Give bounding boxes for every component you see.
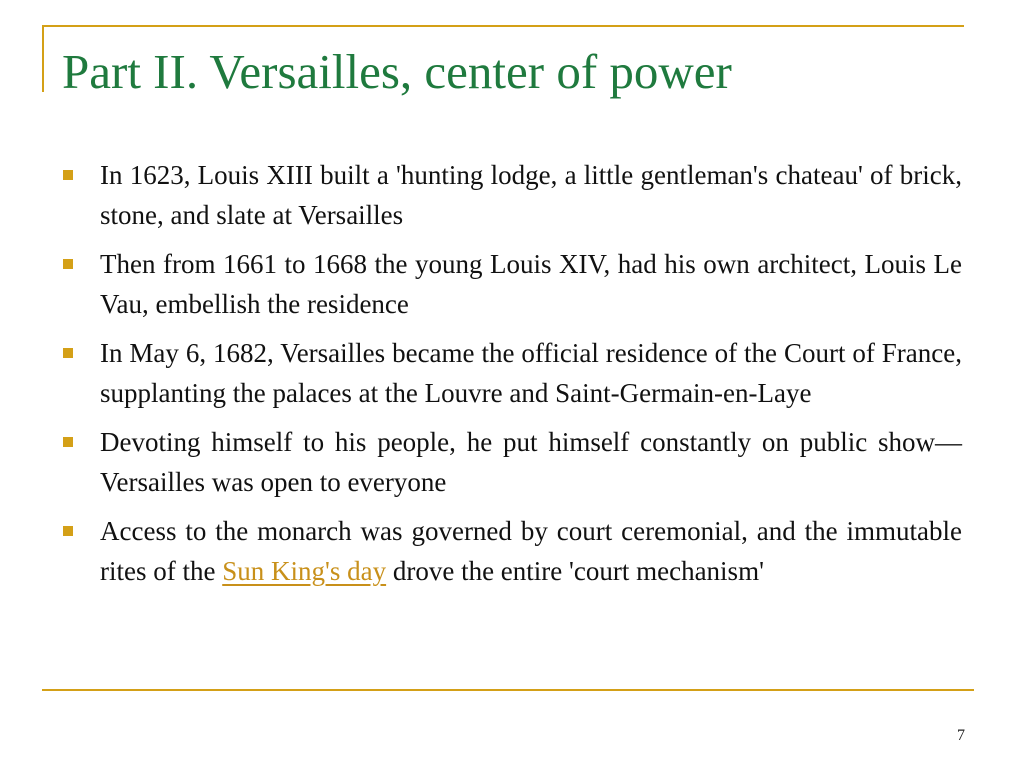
left-divider — [42, 25, 44, 92]
slide-title: Part II. Versailles, center of power — [62, 44, 732, 99]
square-bullet-icon — [63, 259, 73, 269]
bullet-text: In 1623, Louis XIII built a 'hunting lodge, a little gentleman's chateau' of brick, stone, and slate at Versailles — [100, 160, 962, 230]
bullet-item-louis-xiii — [62, 155, 962, 235]
bullet-text: Devoting himself to his people, he put himself constantly on public show—Versailles was open to everyone — [100, 427, 962, 497]
bullet-list — [62, 155, 962, 600]
square-bullet-icon — [63, 437, 73, 447]
page-number: 7 — [957, 727, 965, 744]
bullet-text: In May 6, 1682, Versailles became the official residence of the Court of France, supplanting the palaces at the Louvre and Saint-Germain-en-Laye — [100, 338, 962, 408]
square-bullet-icon — [63, 348, 73, 358]
bullet-item-public-show — [62, 422, 962, 502]
bullet-text-before-link: Access to the monarch was governed by court ceremonial, and the immutable rites of the — [100, 516, 962, 586]
bullet-text: Then from 1661 to 1668 the young Louis XIV, had his own architect, Louis Le Vau, embellish the residence — [100, 249, 962, 319]
bullet-item-court-ceremonial — [62, 511, 962, 591]
bullet-text-after-link: drove the entire 'court mechanism' — [386, 556, 764, 586]
bottom-divider — [42, 689, 974, 691]
top-divider — [42, 25, 964, 27]
bullet-item-louis-xiv — [62, 244, 962, 324]
square-bullet-icon — [63, 526, 73, 536]
bullet-item-official-residence — [62, 333, 962, 413]
sun-kings-day-link[interactable]: Sun King's day — [222, 556, 387, 586]
square-bullet-icon — [63, 170, 73, 180]
